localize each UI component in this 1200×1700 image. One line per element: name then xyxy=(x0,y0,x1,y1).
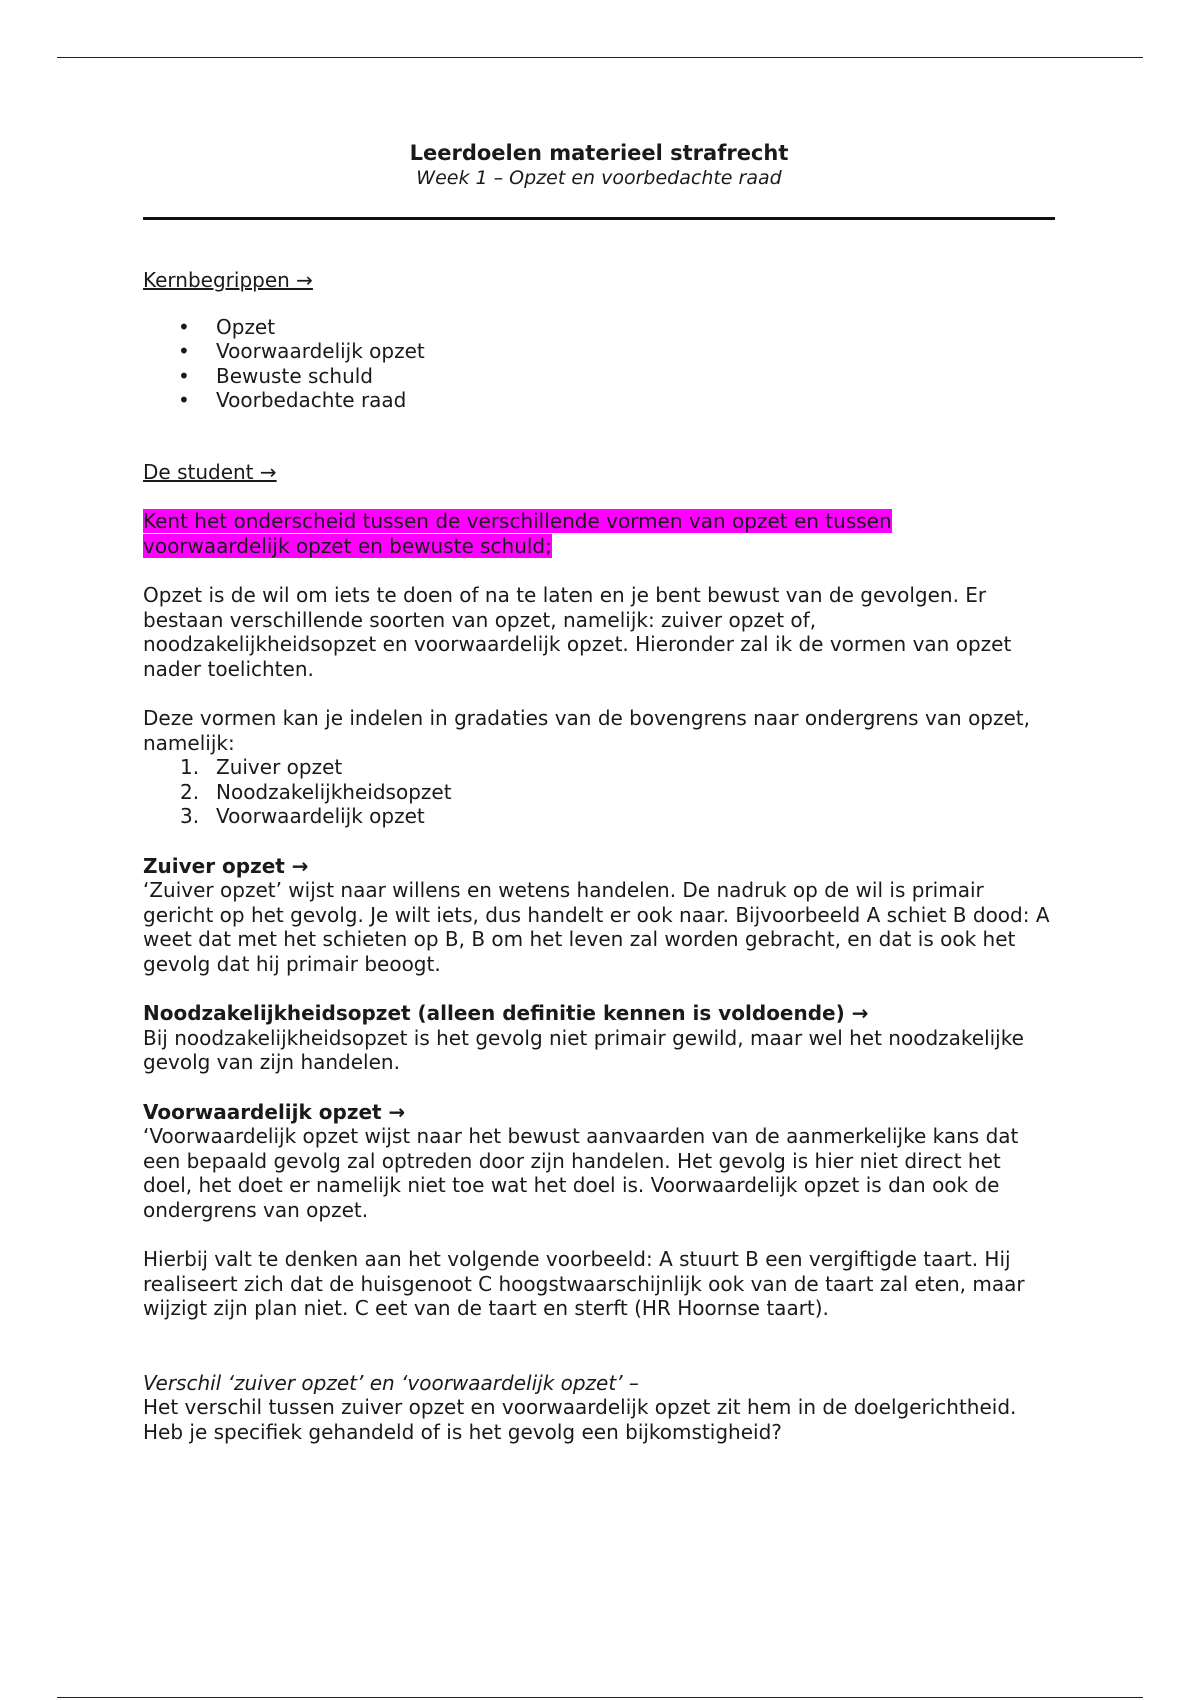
gradaties-paragraph: Deze vormen kan je indelen in gradaties van de bovengrens naar ondergrens van opzet, namelijk: xyxy=(143,706,1031,755)
noodzakelijkheidsopzet-heading: Noodzakelijkheidsopzet (alleen definitie kennen is voldoende) → xyxy=(143,1001,869,1025)
document-subtitle: Week 1 – Opzet en voorbedachte raad xyxy=(416,167,782,189)
zuiver-opzet-text: ‘Zuiver opzet’ wijst naar willens en wetens handelen. De nadruk op de wil is primair gericht op het gevolg. Je wilt iets, dus handelt er ook naar. Bijvoorbeeld A schiet B dood: A weet dat met het schieten op B, B om het leven zal worden gebracht, en dat is ook het gevolg dat hij primair beoogt. xyxy=(143,878,1050,976)
kernbegrippen-list xyxy=(143,315,1055,413)
title-divider xyxy=(143,217,1055,220)
list-item: • Bewuste schuld xyxy=(143,364,1055,389)
document-body xyxy=(143,140,1055,1444)
page-top-rule xyxy=(57,57,1143,58)
zuiver-opzet-heading: Zuiver opzet → xyxy=(143,853,309,878)
list-item: • Voorbedachte raad xyxy=(143,388,1055,413)
verschil-text: Het verschil tussen zuiver opzet en voorwaardelijk opzet zit hem in de doelgerichtheid. Heb je specifiek gehandeld of is het gevolg een bijkomstigheid? xyxy=(143,1395,1017,1444)
page-bottom-rule xyxy=(57,1697,1143,1698)
list-item: • Voorwaardelijk opzet xyxy=(143,339,1055,364)
voorwaardelijk-opzet-text: ‘Voorwaardelijk opzet wijst naar het bewust aanvaarden van de aanmerkelijke kans dat een bepaald gevolg zal optreden door zijn handelen. Het gevolg is hier niet direct het doel, het doet er namelijk niet toe wat het doel is. Voorwaardelijk opzet is dan ook de ondergrens van opzet. xyxy=(143,1124,1019,1222)
intro-paragraph: Opzet is de wil om iets te doen of na te laten en je bent bewust van de gevolgen. Er bestaan verschillende soorten van opzet, namelijk: zuiver opzet of, noodzakelijkheidsopzet en voorwaardelijk opzet. Hieronder zal ik de vormen van opzet nader toelichten. xyxy=(143,583,1012,681)
voorbeeld-paragraph: Hierbij valt te denken aan het volgende voorbeeld: A stuurt B een vergiftigde taart. Hij realiseert zich dat de huisgenoot C hoogstwaarschijnlijk ook van de taart zal eten, maar wijzigt zijn plan niet. C eet van de taart en sterft (HR Hoornse taart). xyxy=(143,1247,1025,1320)
learning-goal-highlight: Kent het onderscheid tussen de verschillende vormen van opzet en tussen voorwaardelijk opzet en bewuste schuld; xyxy=(143,509,892,558)
student-heading: De student → xyxy=(143,459,277,484)
voorwaardelijk-opzet-heading: Voorwaardelijk opzet → xyxy=(143,1099,406,1124)
document-title: Leerdoelen materieel strafrecht xyxy=(409,141,789,165)
kernbegrippen-heading: Kernbegrippen → xyxy=(143,268,313,292)
list-item: 3. Voorwaardelijk opzet xyxy=(180,804,425,828)
list-item: 1. Zuiver opzet xyxy=(180,755,343,779)
verschil-heading: Verschil ‘zuiver opzet’ en ‘voorwaardelijk opzet’ – xyxy=(143,1370,639,1395)
title-block xyxy=(143,140,1055,190)
noodzakelijkheidsopzet-text: Bij noodzakelijkheidsopzet is het gevolg niet primair gewild, maar wel het noodzakelijke gevolg van zijn handelen. xyxy=(143,1025,1024,1074)
learning-goal-paragraph xyxy=(143,509,943,558)
list-item: 2. Noodzakelijkheidsopzet xyxy=(180,779,452,804)
gradaties-list xyxy=(143,755,1055,829)
list-item: • Opzet xyxy=(143,315,1055,340)
